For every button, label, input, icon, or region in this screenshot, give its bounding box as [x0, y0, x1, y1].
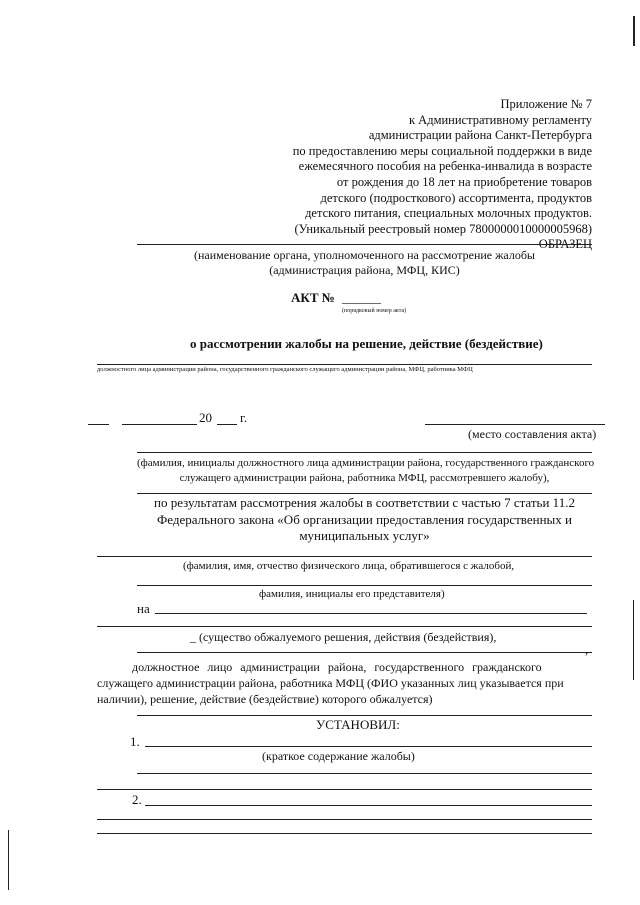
law-line2: Федерального закона «Об организации предоставления государственных и — [157, 511, 572, 527]
applicant-line — [97, 556, 592, 557]
established-heading: УСТАНОВИЛ: — [316, 717, 400, 732]
item2-line-3 — [97, 833, 592, 834]
authority-line — [137, 244, 592, 245]
header-line: администрации района Санкт-Петербурга — [368, 128, 592, 143]
official-line — [97, 364, 592, 365]
official-name-caption-line2: служащего администрации района, работника МФЦ, рассмотревшего жалобу), — [179, 472, 550, 484]
place-line — [425, 424, 605, 425]
on-line — [155, 613, 587, 614]
sample-label: ОБРАЗЕЦ — [538, 237, 592, 252]
law-top-line — [137, 493, 592, 494]
date-year-suffix: г. — [240, 410, 248, 425]
act-title: АКТ № — [291, 290, 335, 305]
scan-edge-left-bottom — [8, 830, 9, 890]
law-line1: по результатам рассмотрения жалобы в соответствии с частью 7 статьи 11.2 — [154, 495, 575, 510]
authority-caption-line1: (наименование органа, уполномоченного на рассмотрение жалобы — [194, 248, 535, 262]
official-para-line2: служащего администрации района, работника МФЦ (ФИО указанных лиц указывается при — [97, 676, 564, 690]
authority-caption-line2: (администрация района, МФЦ, КИС) — [269, 263, 460, 277]
essence-bottom-line — [137, 652, 592, 653]
official-name-line — [137, 452, 592, 453]
date-day-line — [88, 424, 109, 425]
header-line: по предоставлению меры социальной поддержки в виде — [292, 143, 592, 158]
scan-edge-right-top — [633, 16, 635, 46]
header-line: Приложение № 7 — [500, 97, 592, 111]
law-line3: муниципальных услуг» — [299, 528, 430, 543]
item1-line-3 — [97, 789, 592, 790]
item1-line-2 — [137, 773, 592, 774]
applicant-caption: (фамилия, имя, отчество физического лица, обратившегося с жалобой, — [183, 560, 515, 572]
authority-caption — [137, 248, 592, 278]
official-caption: должностного лица администрации района, государственного гражданского служащего администрации района, МФЦ, работника МФЦ — [97, 366, 473, 373]
place-caption: (место составления акта) — [468, 427, 597, 441]
act-number-caption: (порядковый номер акта) — [342, 308, 407, 314]
header-line: детского питания, специальных молочных продуктов. — [305, 206, 592, 221]
header-block — [293, 97, 592, 253]
header-line: от рождения до 18 лет на приобретение товаров — [336, 174, 592, 189]
scan-edge-right-mid — [633, 600, 634, 680]
official-name-caption-line1: (фамилия, инициалы должностного лица администрации района, государственного гражданского — [137, 457, 595, 469]
representative-line — [137, 585, 592, 586]
item2-number: 2. — [132, 792, 142, 807]
item2-line-2 — [97, 819, 592, 820]
official-para-line3: наличии), решение, действие (бездействие) которого обжалуется) — [97, 692, 433, 706]
established-top-line — [137, 715, 592, 716]
on-label: на — [137, 601, 150, 616]
date-year-line — [217, 424, 237, 425]
item1-number: 1. — [130, 734, 140, 749]
item1-caption: (краткое содержание жалобы) — [262, 749, 415, 763]
header-line: детского (подросткового) ассортимента, продуктов — [320, 190, 592, 205]
act-subject: о рассмотрении жалобы на решение, действие (бездействие) — [190, 336, 543, 351]
representative-caption: фамилия, инициалы его представителя) — [259, 588, 445, 600]
official-name-caption — [137, 456, 595, 486]
act-number-blank: ______ — [342, 290, 381, 305]
official-para-line1: должностное лицо администрации района, государственного гражданского — [132, 660, 542, 674]
date-year-prefix: 20 — [199, 410, 212, 425]
essence-caption: _ (существо обжалуемого решения, действия (бездействия), — [190, 630, 497, 644]
header-line: к Административному регламенту — [408, 112, 592, 127]
law-paragraph — [137, 495, 592, 545]
header-line: (Уникальный реестровый номер 7800000010000005968) — [294, 221, 592, 236]
essence-comma: , — [585, 642, 589, 657]
item1-line — [145, 746, 592, 747]
item2-line — [145, 805, 592, 806]
header-line: ежемесячного пособия на ребенка-инвалида в возрасте — [298, 159, 592, 174]
essence-line — [97, 626, 592, 627]
date-month-line — [122, 424, 197, 425]
